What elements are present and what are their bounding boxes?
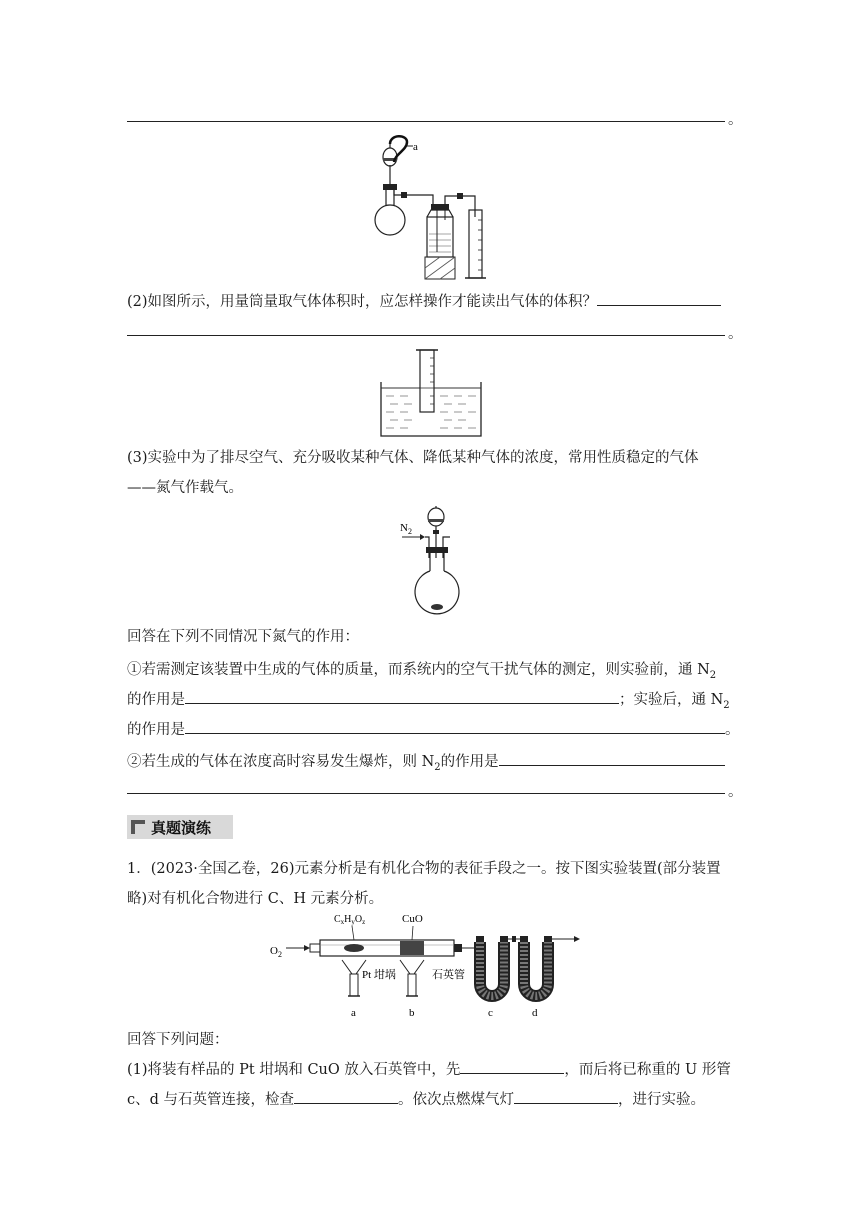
- answer-prompt-2: 回答下列问题：: [127, 1032, 229, 1048]
- question-2: [127, 290, 721, 311]
- answer-blank[interactable]: [514, 1089, 618, 1104]
- cuo-label: CuO: [402, 913, 423, 925]
- item-1-line-1: ①若需测定该装置中生成的气体的质量，而系统内的空气干扰气体的测定，则实验前，通 $N_2$: [127, 662, 717, 681]
- question-2-text: (2)如图所示，用量筒量取气体体积时，应怎样操作才能读出气体的体积？: [127, 294, 598, 310]
- section-marker-icon: [131, 820, 145, 834]
- period: 。: [728, 326, 743, 342]
- answer-line[interactable]: [127, 793, 725, 794]
- period: 。: [728, 784, 743, 800]
- answer-line[interactable]: [127, 335, 725, 336]
- burner-b: [400, 960, 424, 974]
- burner-label-a: a: [351, 1007, 356, 1019]
- answer-blank[interactable]: [499, 751, 725, 766]
- quartz-tube-label: 石英管: [432, 969, 465, 981]
- section-heading: [127, 815, 233, 839]
- tube-label-a: a: [413, 141, 418, 153]
- problem-1-line-1: 1．(2023·全国乙卷，26)元素分析是有机化合物的表征手段之一。按下图实验装置(部分装置: [127, 861, 721, 877]
- wash-bottle: [427, 217, 453, 257]
- o2-label: $O_2$: [270, 945, 282, 959]
- n2-label: $N_2$: [400, 522, 412, 536]
- cylinder-in-trough-figure: [380, 346, 482, 438]
- u-tube-label-c: c: [488, 1007, 493, 1019]
- round-flask: [375, 205, 405, 235]
- answer-blank[interactable]: [597, 291, 721, 306]
- problem-1-line-2: 略)对有机化合物进行 C、H 元素分析。: [127, 891, 384, 907]
- question-3-line-2: ——氮气作载气。: [127, 480, 243, 496]
- item-1-line-3: 的作用是 。: [127, 718, 740, 739]
- item-1-line-2: 的作用是 ；实验后，通 $N_2$: [127, 688, 730, 711]
- period: 。: [728, 112, 743, 128]
- sub-question-1-line-1: (1)将装有样品的 Pt 坩埚和 CuO 放入石英管中，先 ，而后将已称重的 U 形管: [127, 1058, 731, 1079]
- gas-collection-apparatus-figure: [365, 132, 495, 280]
- inverted-cylinder: [420, 350, 434, 412]
- burner-label-b: b: [409, 1007, 415, 1019]
- cuo-packing: [400, 941, 424, 955]
- pt-crucible: [344, 944, 364, 952]
- pt-crucible-label: Pt 坩埚: [362, 969, 396, 981]
- sample-label: $C_xH_yO_z$: [334, 914, 366, 926]
- answer-blank[interactable]: [460, 1059, 564, 1074]
- nitrogen-flask-figure: [398, 503, 478, 615]
- section-title: 真题演练: [151, 818, 212, 837]
- answer-line[interactable]: [127, 121, 725, 122]
- answer-blank[interactable]: [185, 689, 619, 704]
- item-2-line-1: ②若生成的气体在浓度高时容易发生爆炸，则 $N_2$的作用是: [127, 750, 725, 773]
- sub-question-1-line-2: c、d 与石英管连接，检查 。依次点燃煤气灯 ，进行实验。: [127, 1088, 705, 1109]
- answer-blank[interactable]: [294, 1089, 398, 1104]
- quartz-tube: [320, 940, 454, 956]
- u-tube-label-d: d: [532, 1007, 538, 1019]
- elemental-analysis-apparatus-figure: [268, 908, 594, 1020]
- answer-prompt: 回答在下列不同情况下氮气的作用：: [127, 629, 359, 645]
- question-3-line-1: (3)实验中为了排尽空气、充分吸收某种气体、降低某种气体的浓度，常用性质稳定的气体: [127, 450, 699, 466]
- answer-blank[interactable]: [185, 719, 725, 734]
